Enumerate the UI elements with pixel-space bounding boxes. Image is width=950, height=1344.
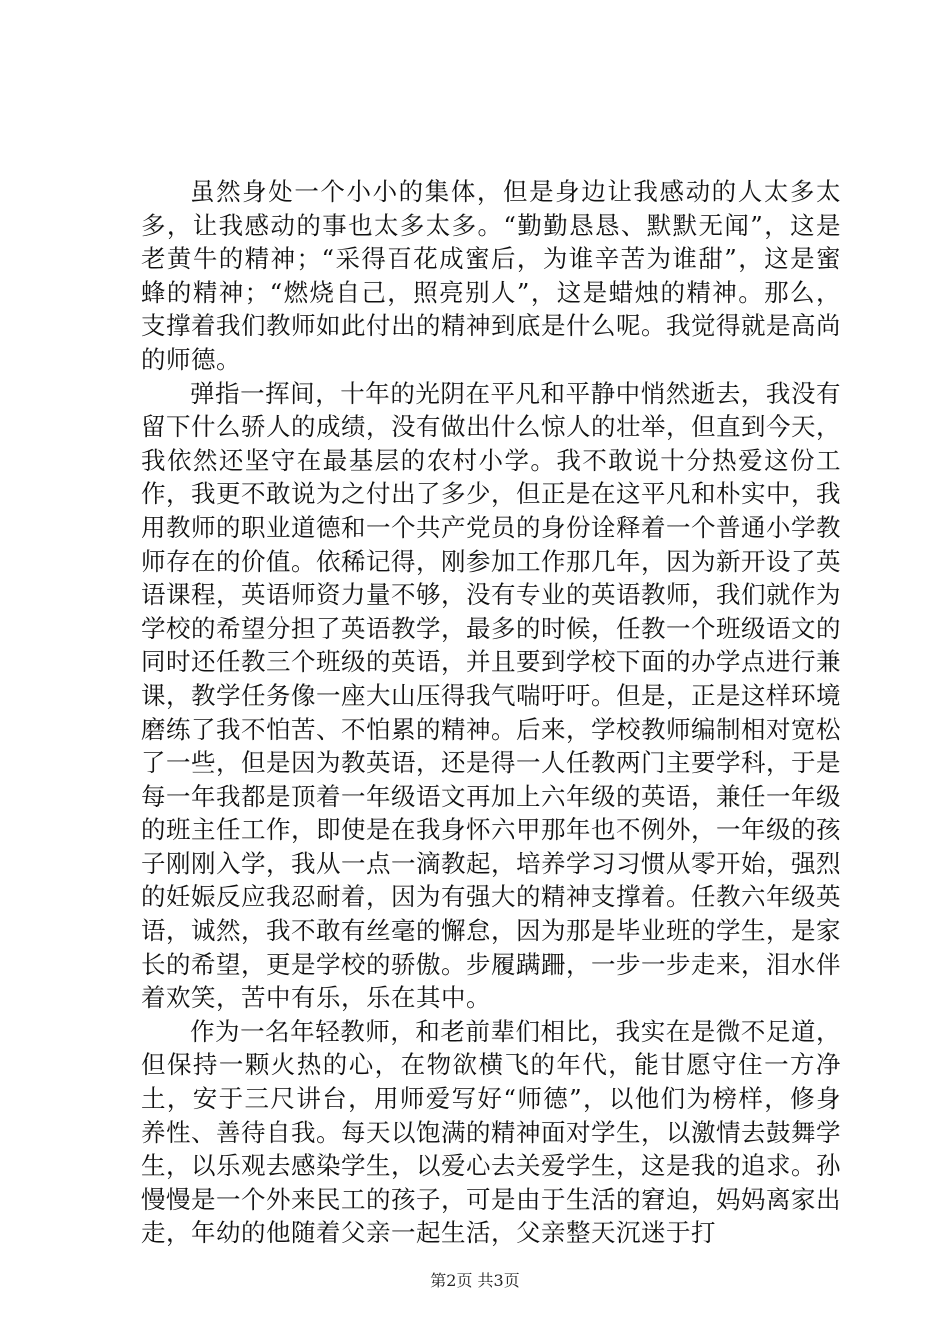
- paragraph-3: 作为一名年轻教师，和老前辈们相比，我实在是微不足道，但保持一颗火热的心，在物欲横飞的年代，能甘愿守住一方净土，安于三尺讲台，用师爱写好“师德”，以他们为榜样，修身养性、善待自我。每天以饱满的精神面对学生，以激情去鼓舞学生，以乐观去感染学生，以爱心去关爱学生，这是我的追求。孙慢慢是一个外来民工的孩子，可是由于生活的窘迫，妈妈离家出走，年幼的他随着父亲一起生活，父亲整天沉迷于打: [141, 1016, 841, 1248]
- page-number-label: 第2页 共3页: [430, 1271, 520, 1290]
- page-footer: [0, 1268, 950, 1291]
- paragraph-2: 弹指一挥间，十年的光阴在平凡和平静中悄然逝去，我没有留下什么骄人的成绩，没有做出什么惊人的壮举，但直到今天，我依然还坚守在最基层的农村小学。我不敢说十分热爱这份工作，我更不敢说为之付出了多少，但正是在这平凡和朴实中，我用教师的职业道德和一个共产党员的身份诠释着一个普通小学教师存在的价值。依稀记得，刚参加工作那几年，因为新开设了英语课程，英语师资力量不够，没有专业的英语教师，我们就作为学校的希望分担了英语教学，最多的时候，任教一个班级语文的同时还任教三个班级的英语，并且要到学校下面的办学点进行兼课，教学任务像一座大山压得我气喘吁吁。但是，正是这样环境磨练了我不怕苦、不怕累的精神。后来，学校教师编制相对宽松了一些，但是因为教英语，还是得一人任教两门主要学科，于是每一年我都是顶着一年级语文再加上六年级的英语，兼任一年级的班主任工作，即使是在我身怀六甲那年也不例外，一年级的孩子刚刚入学，我从一点一滴教起，培养学习习惯从零开始，强烈的妊娠反应我忍耐着，因为有强大的精神支撑着。任教六年级英语，诚然，我不敢有丝毫的懈怠，因为那是毕业班的学生，是家长的希望，更是学校的骄傲。步履蹒跚，一步一步走来，泪水伴着欢笑，苦中有乐，乐在其中。: [141, 378, 841, 1013]
- document-body: [141, 175, 841, 1250]
- paragraph-1: 虽然身处一个小小的集体，但是身边让我感动的人太多太多，让我感动的事也太多太多。“勤勤恳恳、默默无闻”，这是老黄牛的精神；“采得百花成蜜后，为谁辛苦为谁甜”，这是蜜蜂的精神；“燃烧自己，照亮别人”，这是蜡烛的精神。那么，支撑着我们教师如此付出的精神到底是什么呢。我觉得就是高尚的师德。: [141, 177, 841, 374]
